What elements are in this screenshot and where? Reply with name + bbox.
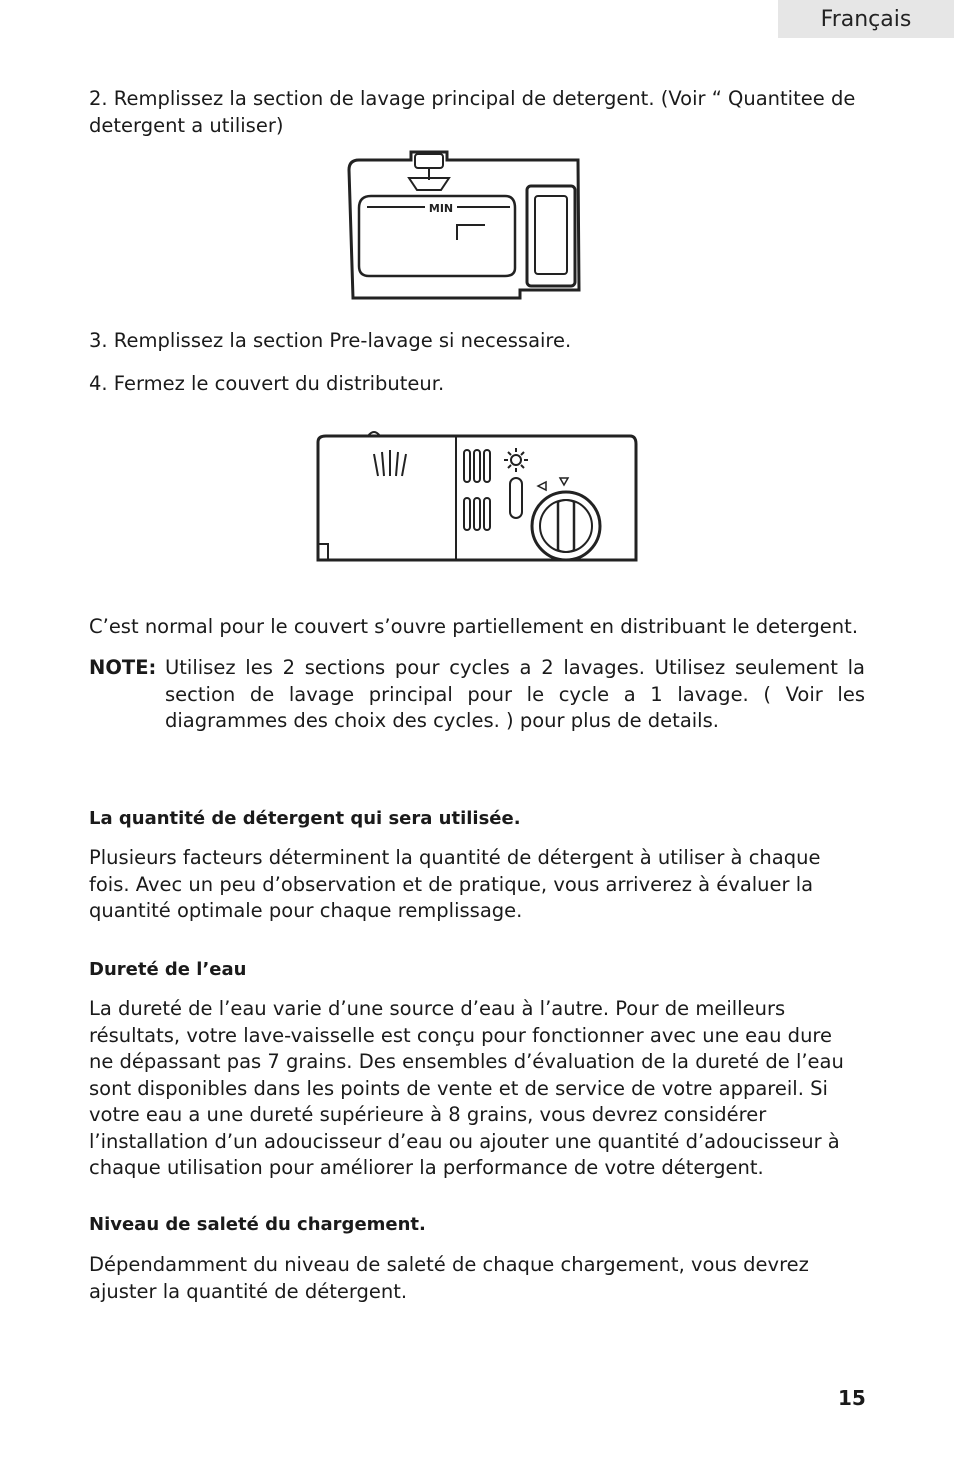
rinse-indicator-icon bbox=[504, 448, 528, 518]
section-heading-detergent-quantity: La quantité de détergent qui sera utilisée. bbox=[89, 808, 521, 829]
section-text-water-hardness: La dureté de l’eau varie d’une source d’eau à l’autre. Pour de meilleurs résultats, votre lave-vaisselle est conçu pour fonctionner avec une eau dure ne dépassant pas 7 grains. Des ensembles d’évaluation de la dureté de l’eau sont disponibles dans les points de vente et de service de votre appareil. Si votre eau a une dureté supérieure à 8 grains, vous devrez considérer l’installation d’un adoucisseur d’eau ou ajouter une quantité d’adoucisseur à chaque utilisation pour améliorer la performance de votre détergent. bbox=[89, 997, 844, 1179]
section-heading-soil-level: Niveau de saleté du chargement. bbox=[89, 1214, 426, 1235]
step-2-text: 2. Remplissez la section de lavage principal de detergent. (Voir “ Quantitee de detergent a utiliser) bbox=[89, 87, 856, 137]
dispenser-open-diagram bbox=[345, 150, 585, 302]
step-3-text: 3. Remplissez la section Pre-lavage si necessaire. bbox=[89, 329, 572, 352]
language-tab: Français bbox=[778, 0, 954, 38]
min-label: MIN bbox=[428, 202, 454, 215]
note-label: NOTE: bbox=[89, 656, 157, 679]
step-4-text: 4. Fermez le couvert du distributeur. bbox=[89, 372, 445, 395]
dispenser-closed-diagram bbox=[312, 428, 642, 564]
dial-icon bbox=[532, 478, 600, 560]
note-text: Utilisez les 2 sections pour cycles a 2 lavages. Utilisez seulement la section de lavage principal pour le cycle a 1 lavage. ( Voir les diagrammes des choix des cycles. ) pour plus de details. bbox=[165, 656, 865, 732]
page-number: 15 bbox=[838, 1386, 866, 1410]
pouring-lines-icon bbox=[374, 450, 406, 476]
section-text-detergent-quantity: Plusieurs facteurs déterminent la quantité de détergent à utiliser à chaque fois. Avec un peu d’observation et de pratique, vous arriverez à évaluer la quantité optimale pour chaque remplissage. bbox=[89, 846, 821, 922]
normal-behavior-text: C’est normal pour le couvert s’ouvre partiellement en distribuant le detergent. bbox=[89, 615, 859, 638]
section-text-soil-level: Dépendamment du niveau de saleté de chaque chargement, vous devrez ajuster la quantité de détergent. bbox=[89, 1253, 809, 1303]
section-heading-water-hardness: Dureté de l’eau bbox=[89, 959, 247, 980]
vent-slots-icon bbox=[464, 450, 490, 530]
